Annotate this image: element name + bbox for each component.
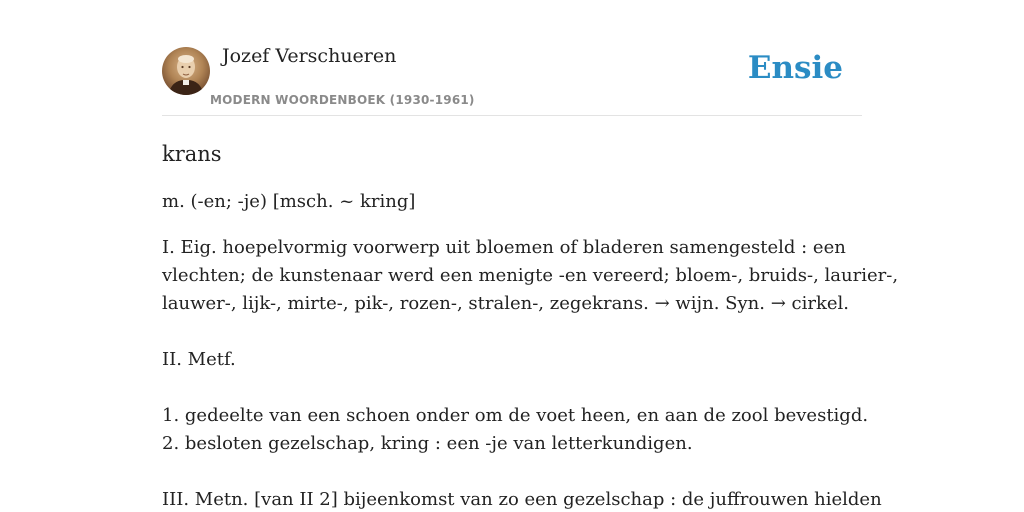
headword: krans [162,142,222,166]
definition-line [162,374,862,402]
definition-line: I. Eig. hoepelvormig voorwerp uit bloemen of bladeren samengesteld : een [162,237,846,258]
header [162,0,862,116]
dictionary-label[interactable]: MODERN WOORDENBOEK (1930-1961) [210,93,475,107]
definition [162,234,899,512]
definition-line: lauwer-, lijk-, mirte-, pik-, rozen-, stralen-, zegekrans. → wijn. Syn. → cirkel. [162,293,849,314]
definition-line: 1. gedeelte van een schoen onder om de voet heen, en aan de zool bevestigd. [162,405,869,426]
grammar-info: m. (-en; -je) [msch. ~ kring] [162,191,416,212]
definition-line: II. Metf. [162,349,236,370]
definition-line: III. Metn. [van II 2] bijeenkomst van zo een gezelschap : de juffrouwen hielden [162,489,882,510]
definition-line [162,318,862,346]
definition-line: vlechten; de kunstenaar werd een menigte -en vereerd; bloem-, bruids-, laurier-, [162,265,899,286]
portrait-icon [162,47,210,95]
author-avatar[interactable] [162,47,210,95]
header-divider [162,115,862,116]
entry [162,138,899,512]
definition-line: 2. besloten gezelschap, kring : een -je van letterkundigen. [162,433,693,454]
brand-logo[interactable]: Ensie [747,50,843,86]
definition-line [162,458,862,486]
author-name[interactable]: Jozef Verschueren [222,45,397,67]
